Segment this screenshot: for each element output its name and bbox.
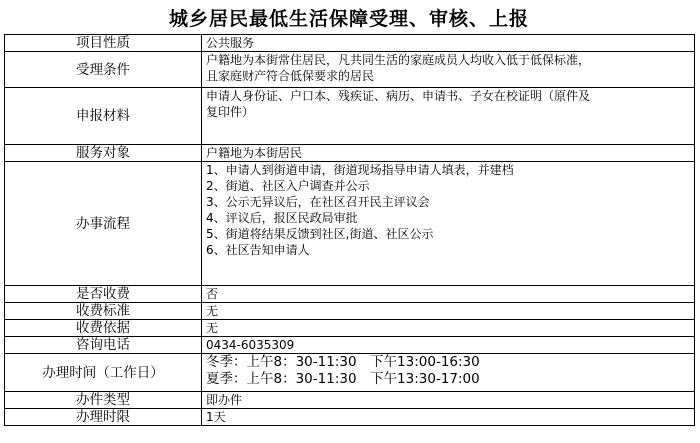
value-line: 申请人身份证、户口本、残疾证、病历、申请书、子女在校证明（原件及 [206, 89, 591, 103]
value-line: 无 [206, 304, 219, 318]
row-label: 服务对象 [5, 145, 202, 162]
row-acceptance-conditions [5, 52, 695, 88]
row-fee-charged [5, 286, 695, 303]
row-project-nature [5, 35, 695, 52]
value-line: 夏季：上午8：30-11:30 下午13:30-17:00 [206, 371, 480, 387]
row-label: 咨询电话 [5, 337, 202, 354]
value-line: 5、街道将结果反馈到社区,街道、社区公示 [206, 227, 434, 241]
value-line: 即办件 [206, 393, 243, 407]
row-value [202, 162, 695, 286]
value-line: 2、街道、社区入户调查并公示 [206, 179, 370, 193]
row-label: 收费标准 [5, 303, 202, 320]
value-line: 复印件） [206, 105, 255, 119]
value-line: 3、公示无异议后，在社区召开民主评议会 [206, 195, 430, 209]
row-label: 办理时限 [5, 409, 202, 426]
info-table [4, 34, 695, 426]
page-title: 城乡居民最低生活保障受理、审核、上报 [168, 8, 529, 30]
row-service-target [5, 145, 695, 162]
row-label: 申报材料 [5, 88, 202, 145]
value-line: 否 [206, 287, 219, 301]
value-line: 户籍地为本街常住居民，凡共同生活的家庭成员人均收入低于低保标准， [206, 53, 591, 67]
value-line: 且家庭财产符合低保要求的居民 [206, 69, 375, 83]
row-label: 办理时间（工作日） [5, 354, 202, 392]
row-value [202, 35, 695, 52]
value-line: 6、社区告知申请人 [206, 243, 310, 257]
row-label: 办事流程 [5, 162, 202, 286]
value-line: 户籍地为本街居民 [206, 146, 303, 160]
document-sheet [4, 4, 694, 426]
row-label: 收费依据 [5, 320, 202, 337]
row-label: 是否收费 [5, 286, 202, 303]
row-value [202, 354, 695, 392]
row-value [202, 303, 695, 320]
row-value [202, 392, 695, 409]
value-line: 4、评议后，报区民政局审批 [206, 211, 358, 225]
row-case-type [5, 392, 695, 409]
row-value [202, 88, 695, 145]
row-value [202, 286, 695, 303]
value-line: 1天 [206, 410, 226, 424]
row-value [202, 145, 695, 162]
row-value [202, 337, 695, 354]
row-fee-basis [5, 320, 695, 337]
row-fee-standard [5, 303, 695, 320]
row-label: 办件类型 [5, 392, 202, 409]
row-label: 受理条件 [5, 52, 202, 88]
row-label: 项目性质 [5, 35, 202, 52]
row-value [202, 409, 695, 426]
value-line: 1、申请人到街道申请，街道现场指导申请人填表，并建档 [206, 163, 514, 177]
phone-number: 0434-6035309 [206, 338, 295, 352]
row-phone [5, 337, 695, 354]
row-procedure [5, 162, 695, 286]
row-value [202, 320, 695, 337]
row-value [202, 52, 695, 88]
value-line: 冬季：上午8：30-11:30 下午13:00-16:30 [206, 354, 480, 370]
value-line: 公共服务 [206, 36, 255, 50]
row-time-limit [5, 409, 695, 426]
row-office-hours [5, 354, 695, 392]
value-line: 无 [206, 321, 219, 335]
row-application-materials [5, 88, 695, 145]
